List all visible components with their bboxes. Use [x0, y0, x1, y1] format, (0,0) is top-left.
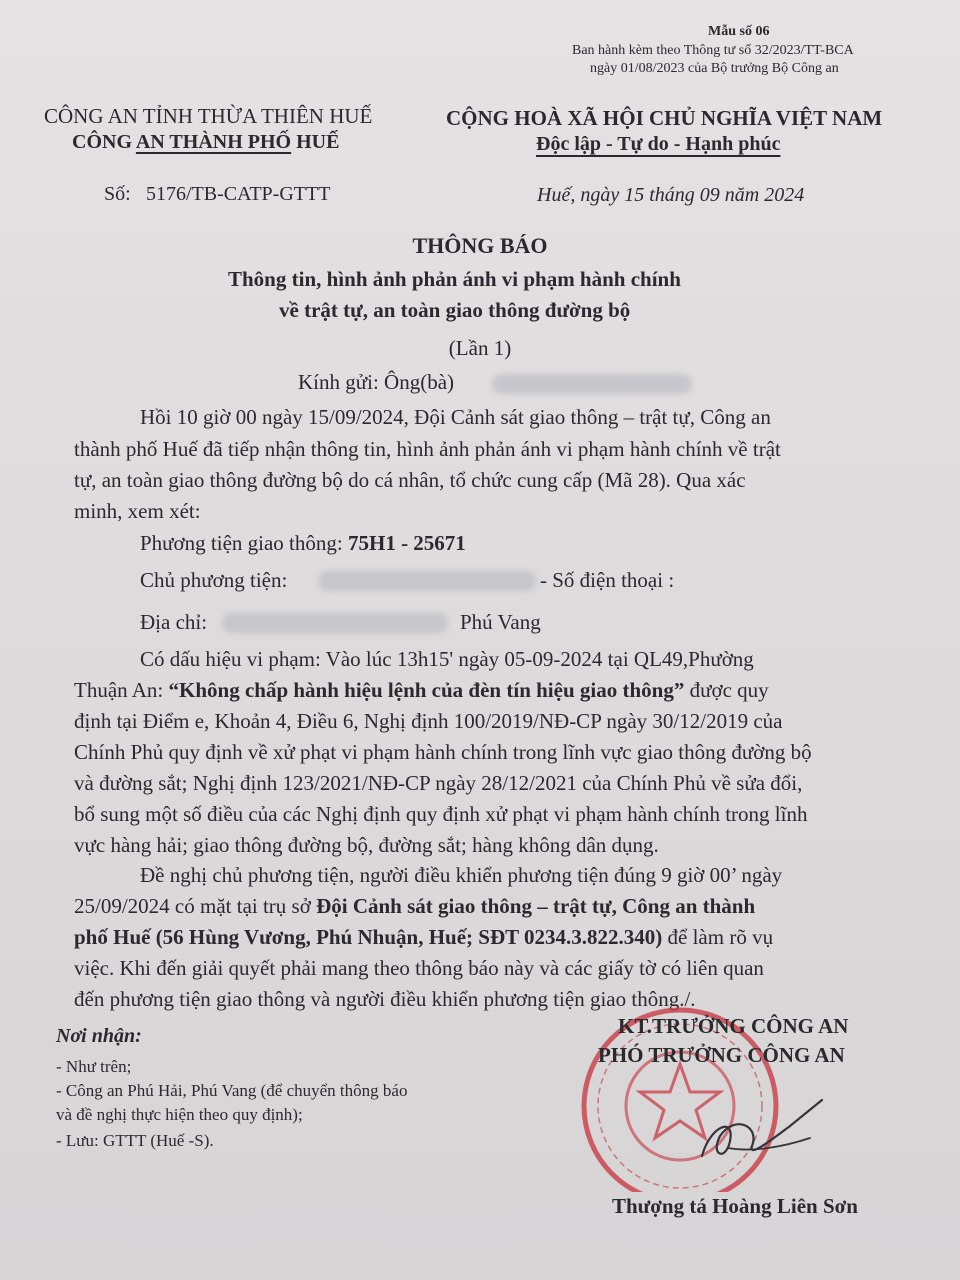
request-line — [74, 894, 755, 919]
para1-line: Hồi 10 giờ 00 ngày 15/09/2024, Đội Cảnh sát giao thông – trật tự, Công an — [140, 405, 771, 429]
request-date: 25/09/2024 có mặt tại trụ sở — [74, 894, 317, 918]
handwritten-signature — [690, 1086, 840, 1176]
address-district: Phú Vang — [460, 610, 541, 634]
form-issued-date: ngày 01/08/2023 của Bộ trưởng Bộ Công an — [590, 61, 839, 76]
violation-line: bổ sung một số điều của các Nghị định quy định xử phạt vi phạm hành chính trong lĩnh — [74, 802, 808, 826]
form-number: Mẫu số 06 — [708, 24, 770, 39]
request-line: Đề nghị chủ phương tiện, người điều khiển phương tiện đúng 9 giờ 00’ ngày — [140, 863, 783, 887]
address-label: Địa chỉ: — [140, 610, 208, 634]
agency-prefix: CÔNG — [72, 131, 136, 153]
violation-line: vực hàng hải; giao thông đường bộ, đường sắt; hàng không dân dụng. — [74, 833, 659, 857]
recipients-heading: Nơi nhận: — [56, 1025, 142, 1047]
vehicle-label: Phương tiện giao thông: — [140, 531, 343, 555]
phone-label: - Số điện thoại : — [540, 568, 675, 592]
violation-line: Chính Phủ quy định về xử phạt vi phạm hành chính trong lĩnh vực giao thông đường bộ — [74, 740, 812, 764]
violation-description: “Không chấp hành hiệu lệnh của đèn tín hiệu giao thông” — [168, 678, 685, 702]
subtitle-line-2: về trật tự, an toàn giao thông đường bộ — [279, 298, 631, 322]
license-plate: 75H1 - 25671 — [347, 531, 466, 555]
violation-line — [74, 678, 769, 703]
para1-line: tự, an toàn giao thông đường bộ do cá nhân, tổ chức cung cấp (Mã 28). Qua xác — [74, 468, 746, 492]
redacted-recipient-name — [492, 374, 692, 394]
request-line: đến phương tiện giao thông và người điều khiển phương tiện giao thông./. — [74, 987, 696, 1011]
request-line: việc. Khi đến giải quyết phải mang theo thông báo này và các giấy tờ có liên quan — [74, 956, 764, 980]
violation-line: và đường sắt; Nghị định 123/2021/NĐ-CP ngày 28/12/2021 của Chính Phủ về sửa đổi, — [74, 771, 803, 795]
signatory-title-2: PHÓ TRƯỞNG CÔNG AN — [598, 1043, 845, 1067]
request-address: phố Huế (56 Hùng Vương, Phú Nhuận, Huế; SĐT 0234.3.822.340) — [74, 925, 663, 949]
request-purpose: để làm rõ vụ — [662, 925, 774, 949]
signer-name: Thượng tá Hoàng Liên Sơn — [612, 1194, 858, 1218]
agency-underlined: AN THÀNH PHỐ — [135, 131, 292, 153]
vehicle-row — [140, 531, 466, 556]
signatory-title-1: KT.TRƯỞNG CÔNG AN — [618, 1014, 849, 1038]
subtitle-line-1: Thông tin, hình ảnh phản ánh vi phạm hành chính — [228, 267, 681, 291]
redacted-address — [222, 613, 448, 633]
national-motto: Độc lập - Tự do - Hạnh phúc — [536, 133, 781, 155]
agency-name — [72, 131, 339, 154]
recipients-item: - Lưu: GTTT (Huế -S). — [56, 1131, 214, 1150]
republic-heading: CỘNG HOÀ XÃ HỘI CHỦ NGHĨA VIỆT NAM — [446, 106, 883, 130]
violation-location: Thuận An: — [74, 678, 169, 702]
recipients-item: và đề nghị thực hiện theo quy định); — [56, 1105, 303, 1124]
recipients-item: - Như trên; — [56, 1057, 132, 1076]
document-title: THÔNG BÁO — [412, 233, 548, 258]
owner-label: Chủ phương tiện: — [140, 568, 288, 592]
place-date: Huế, ngày 15 tháng 09 năm 2024 — [537, 184, 805, 206]
agency-suffix: HUẾ — [291, 131, 340, 153]
notice-round: (Lần 1) — [448, 336, 512, 360]
redacted-owner-name — [318, 571, 536, 591]
para1-line: minh, xem xét: — [74, 499, 201, 523]
doc-number-label: Số: — [104, 183, 131, 205]
form-issued-by: Ban hành kèm theo Thông tư số 32/2023/TT-BCA — [572, 43, 854, 58]
agency-parent: CÔNG AN TỈNH THỪA THIÊN HUẾ — [44, 104, 373, 128]
recipient-label: Kính gửi: Ông(bà) — [298, 370, 455, 394]
violation-suffix: được quy — [684, 678, 769, 702]
doc-number: 5176/TB-CATP-GTTT — [146, 183, 331, 205]
request-line — [74, 925, 773, 950]
para1-line: thành phố Huế đã tiếp nhận thông tin, hình ảnh phản ánh vi phạm hành chính về trật — [74, 437, 781, 461]
recipients-item: - Công an Phú Hải, Phú Vang (để chuyển thông báo — [56, 1081, 408, 1100]
violation-line: Có dấu hiệu vi phạm: Vào lúc 13h15' ngày 05-09-2024 tại QL49,Phường — [140, 647, 754, 671]
violation-line: định tại Điểm e, Khoản 4, Điều 6, Nghị định 100/2019/NĐ-CP ngày 30/12/2019 của — [74, 709, 783, 733]
request-office: Đội Cảnh sát giao thông – trật tự, Công an thành — [316, 894, 756, 918]
